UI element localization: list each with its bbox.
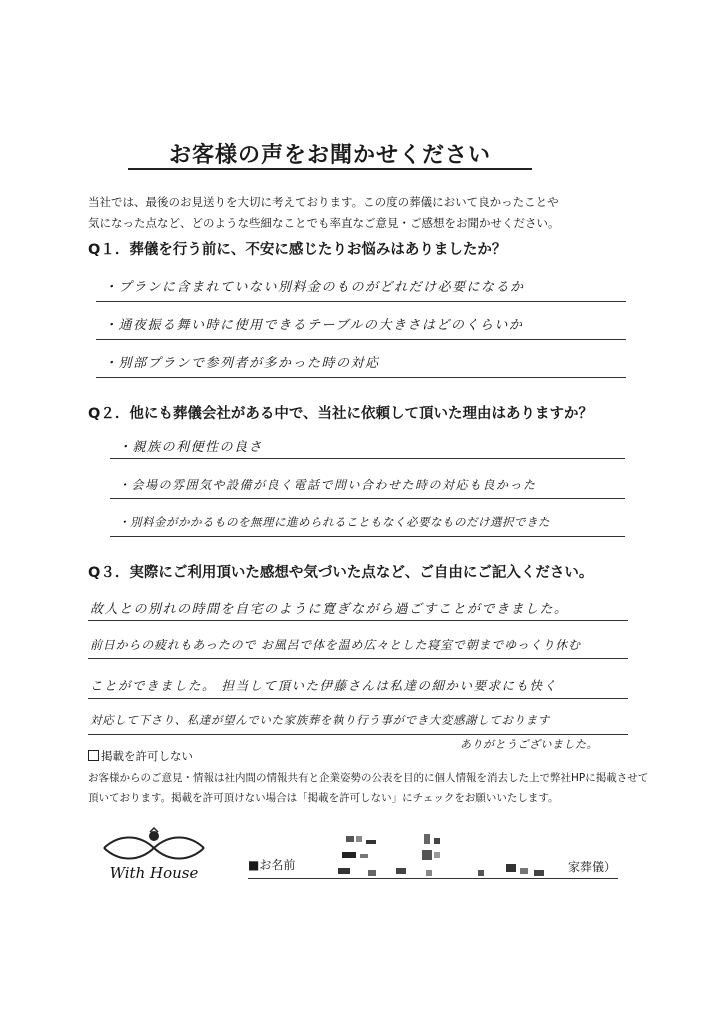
privacy-notice	[88, 768, 658, 808]
answer-line	[110, 536, 625, 537]
intro-text	[88, 192, 648, 234]
q3-answer-line-1: 故人との別れの時間を自宅のように寛ぎながら過ごすことができました。	[90, 602, 569, 617]
answer-line	[88, 698, 628, 699]
q2-answer-2: ・会場の雰囲気や設備が良く電話で問い合わせた時の対応も良かった	[118, 478, 537, 492]
q3-answer-line-5: ありがとうございました。	[460, 738, 598, 751]
question-3: Q３．実際にご利用頂いた感想や気づいた点など、ご自由にご記入ください。	[88, 565, 594, 581]
answer-line	[96, 301, 626, 302]
q1-answer-3: ・別部プランで参列者が多かった時の対応	[104, 356, 380, 371]
question-1: Q１．葬儀を行う前に、不安に感じたりお悩みはありましたか？	[88, 242, 507, 258]
q2-answer-3: ・別料金がかかるものを無理に進められることもなく必要なものだけ選択できた	[118, 515, 550, 529]
answer-line	[88, 658, 628, 659]
notice-line: お客様からのご意見・情報は社内間の情報共有と企業姿勢の公表を目的に個人情報を消去した上で弊社HPに掲載させて	[88, 772, 649, 784]
answer-line	[96, 339, 626, 340]
consent-checkbox[interactable]	[88, 750, 99, 761]
q3-answer-line-3: ことができました。 担当して頂いた伊藤さんは私達の細かい要求にも快く	[90, 678, 558, 693]
intro-line: 気になった点など、どのような些細なことでも率直なご意見・ご感想をお聞かせください。	[88, 216, 560, 230]
q2-answer-1: ・親族の利便性の良さ	[118, 440, 264, 455]
form-title: お客様の声をお聞かせください	[168, 143, 491, 168]
answer-line	[110, 458, 625, 459]
q3-answer-line-2: 前日からの疲れもあったので お風呂で体を温め広々とした寝室で朝までゆっくり休む	[90, 638, 581, 652]
redacted-name-mosaic	[338, 834, 558, 884]
publish-consent[interactable]	[88, 748, 193, 764]
answer-line	[110, 498, 625, 499]
q3-answer-line-4: 対応して下さり、私達が望んでいた家族葬を執り行う事ができ大変感謝しております	[90, 713, 550, 727]
q1-answer-1: ・プランに含まれていない別料金のものがどれだけ必要になるか	[104, 280, 525, 295]
intro-line: 当社では、最後のお見送りを大切に考えております。この度の葬儀において良かったことや	[88, 195, 559, 209]
notice-line: 頂いております。掲載を許可頂けない場合は「掲載を許可しない」にチェックをお願いいたします。	[88, 792, 559, 804]
logo-mark	[84, 826, 224, 886]
family-funeral-suffix: 家葬儀）	[568, 860, 617, 874]
title-underline	[128, 168, 532, 170]
name-label: ■お名前	[248, 858, 296, 872]
q1-answer-2: ・通夜振る舞い時に使用できるテーブルの大きさはどのくらいか	[104, 318, 524, 333]
answer-line	[96, 377, 626, 378]
question-2: Q２．他にも葬儀会社がある中で、当社に依頼して頂いた理由はありますか？	[88, 406, 594, 422]
answer-line	[88, 734, 628, 735]
logo-text: With House	[109, 864, 199, 882]
answer-line	[88, 620, 628, 621]
company-logo	[84, 826, 224, 886]
consent-label: 掲載を許可しない	[101, 749, 193, 763]
